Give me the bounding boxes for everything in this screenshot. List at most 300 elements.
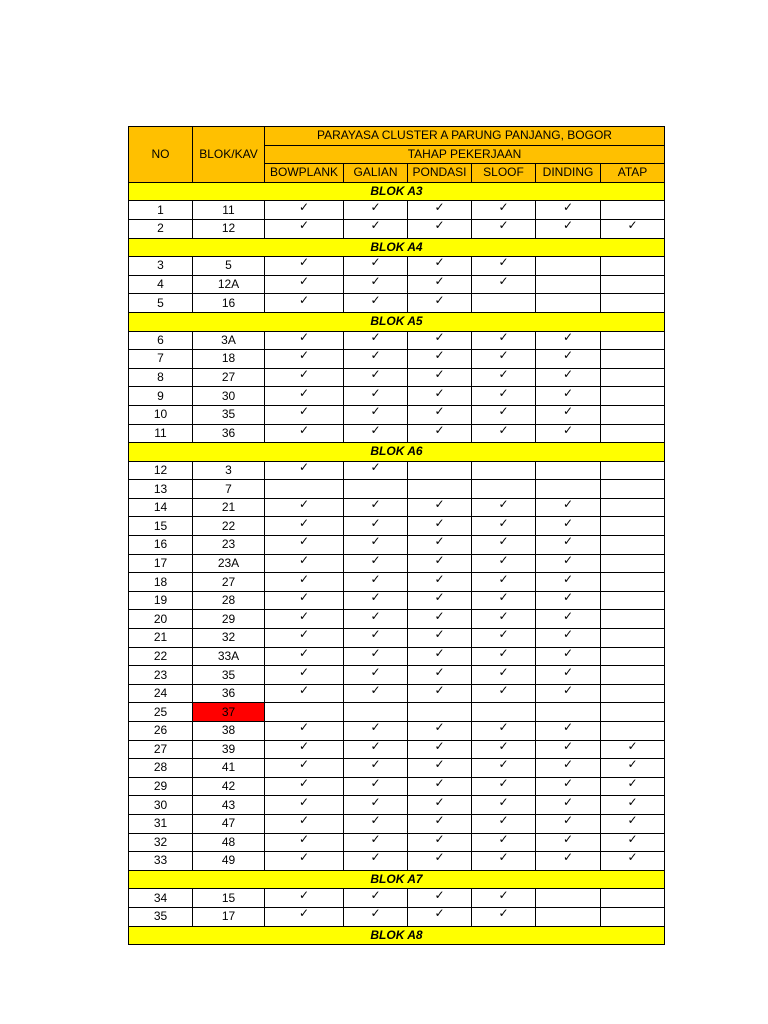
stage-cell [601, 498, 665, 517]
stage-cell [601, 759, 665, 778]
cell-blok-kav: 5 [193, 257, 265, 276]
stage-cell [601, 722, 665, 741]
stage-cell [344, 219, 408, 238]
stage-cell [344, 573, 408, 592]
check-icon: ✓ [498, 888, 509, 902]
cell-no: 33 [129, 852, 193, 871]
stage-cell [344, 591, 408, 610]
table-row [129, 777, 665, 796]
cell-blok-kav: 36 [193, 424, 265, 443]
stage-cell [472, 498, 536, 517]
stage-cell [265, 461, 344, 480]
check-icon: ✓ [498, 331, 509, 344]
stage-cell [344, 852, 408, 871]
stage-cell [408, 889, 472, 908]
check-icon: ✓ [434, 795, 445, 809]
stage-cell [601, 591, 665, 610]
check-icon: ✓ [298, 219, 310, 233]
stage-cell [536, 424, 601, 443]
check-icon: ✓ [370, 275, 381, 289]
check-icon: ✓ [434, 907, 445, 921]
stage-cell [601, 889, 665, 908]
check-icon: ✓ [562, 572, 574, 586]
table-row [129, 573, 665, 592]
stage-cell [536, 852, 601, 871]
cell-no: 15 [129, 517, 193, 536]
table-row [129, 331, 665, 350]
stage-cell [536, 907, 601, 926]
stage-cell [472, 889, 536, 908]
stage-cell [536, 610, 601, 629]
stage-cell [472, 703, 536, 722]
stage-cell [408, 759, 472, 778]
stage-cell [472, 591, 536, 610]
check-icon: ✓ [298, 740, 310, 753]
check-icon: ✓ [627, 814, 638, 828]
stage-cell [472, 219, 536, 238]
check-icon: ✓ [370, 572, 381, 586]
stage-cell [601, 740, 665, 759]
check-icon: ✓ [562, 758, 574, 772]
stage-cell [536, 573, 601, 592]
check-icon: ✓ [498, 758, 509, 772]
check-icon: ✓ [498, 591, 509, 605]
cell-no: 31 [129, 814, 193, 833]
stage-cell [472, 852, 536, 871]
check-icon: ✓ [298, 405, 310, 419]
stage-cell [601, 907, 665, 926]
stage-cell [536, 275, 601, 294]
check-icon: ✓ [370, 888, 381, 902]
check-icon: ✓ [498, 535, 509, 549]
stage-cell [536, 536, 601, 555]
table-row [129, 629, 665, 648]
check-icon: ✓ [434, 833, 445, 846]
check-icon: ✓ [562, 721, 574, 735]
cell-blok-kav: 27 [193, 368, 265, 387]
stage-cell [408, 796, 472, 815]
stage-cell [408, 777, 472, 796]
check-icon: ✓ [562, 833, 574, 846]
stage-cell [601, 275, 665, 294]
cell-blok-kav: 17 [193, 907, 265, 926]
block-label: BLOK A7 [129, 870, 665, 889]
block-row [129, 926, 665, 945]
check-icon: ✓ [562, 684, 574, 698]
stage-cell [601, 852, 665, 871]
check-icon: ✓ [298, 851, 310, 865]
check-icon: ✓ [562, 498, 574, 512]
stage-cell [472, 257, 536, 276]
check-icon: ✓ [370, 740, 381, 753]
block-label: BLOK A6 [129, 443, 665, 462]
check-icon: ✓ [434, 554, 445, 567]
stage-cell [536, 387, 601, 406]
cell-no: 12 [129, 461, 193, 480]
stage-cell [601, 201, 665, 220]
cell-blok-kav: 12A [193, 275, 265, 294]
check-icon: ✓ [298, 758, 310, 772]
stage-cell [344, 554, 408, 573]
table-row [129, 257, 665, 276]
check-icon: ✓ [562, 814, 574, 828]
check-icon: ✓ [298, 554, 310, 567]
stage-cell [472, 647, 536, 666]
cell-blok-kav: 23 [193, 536, 265, 555]
cell-blok-kav: 37 [193, 703, 265, 722]
cell-blok-kav: 42 [193, 777, 265, 796]
check-icon: ✓ [562, 405, 574, 419]
block-row [129, 443, 665, 462]
stage-cell [408, 740, 472, 759]
check-icon: ✓ [434, 275, 445, 289]
check-icon: ✓ [370, 851, 381, 865]
table-row [129, 368, 665, 387]
stage-cell [601, 480, 665, 499]
check-icon: ✓ [370, 684, 381, 698]
block-row [129, 182, 665, 201]
check-icon: ✓ [434, 256, 445, 270]
check-icon: ✓ [298, 535, 310, 549]
stage-cell [472, 480, 536, 499]
cell-blok-kav: 35 [193, 405, 265, 424]
stage-cell [536, 257, 601, 276]
stage-cell [536, 350, 601, 369]
check-icon: ✓ [498, 665, 509, 679]
stage-cell [265, 350, 344, 369]
stage-cell [265, 722, 344, 741]
stage-cell [265, 294, 344, 313]
check-icon: ✓ [627, 219, 638, 233]
check-icon: ✓ [627, 833, 638, 846]
stage-header-atap: ATAP [601, 164, 665, 183]
check-icon: ✓ [434, 516, 445, 530]
check-icon: ✓ [562, 424, 574, 437]
table-body [129, 127, 665, 945]
stage-cell [408, 852, 472, 871]
table-row [129, 684, 665, 703]
check-icon: ✓ [298, 647, 310, 660]
cell-blok-kav: 43 [193, 796, 265, 815]
table-row [129, 461, 665, 480]
stage-header-sloof: SLOOF [472, 164, 536, 183]
check-icon: ✓ [498, 386, 509, 400]
cell-no: 6 [129, 331, 193, 350]
check-icon: ✓ [298, 888, 310, 902]
stage-cell [344, 889, 408, 908]
stage-cell [265, 666, 344, 685]
stage-cell [344, 498, 408, 517]
stage-cell [344, 759, 408, 778]
check-icon: ✓ [498, 851, 509, 865]
table-row [129, 219, 665, 238]
check-icon: ✓ [562, 516, 574, 530]
stage-cell [344, 629, 408, 648]
stage-cell [265, 703, 344, 722]
stage-cell [472, 554, 536, 573]
check-icon: ✓ [498, 405, 509, 419]
stage-cell [601, 405, 665, 424]
stage-cell [472, 796, 536, 815]
col-header-no: NO [129, 127, 193, 183]
check-icon: ✓ [498, 424, 509, 437]
stage-cell [408, 219, 472, 238]
stage-cell [408, 573, 472, 592]
check-icon: ✓ [298, 256, 310, 270]
stage-cell [536, 647, 601, 666]
check-icon: ✓ [370, 368, 381, 382]
check-icon: ✓ [298, 516, 310, 530]
stage-cell [344, 722, 408, 741]
cell-no: 21 [129, 629, 193, 648]
stage-cell [265, 833, 344, 852]
stage-cell [601, 647, 665, 666]
stage-cell [344, 331, 408, 350]
check-icon: ✓ [562, 331, 574, 344]
table-row [129, 480, 665, 499]
stage-cell [408, 554, 472, 573]
stage-cell [344, 814, 408, 833]
cell-no: 32 [129, 833, 193, 852]
check-icon: ✓ [298, 907, 310, 921]
check-icon: ✓ [370, 591, 381, 605]
check-icon: ✓ [434, 405, 445, 419]
table-row [129, 703, 665, 722]
check-icon: ✓ [562, 628, 574, 642]
check-icon: ✓ [562, 777, 574, 791]
table-row [129, 350, 665, 369]
stage-cell [344, 368, 408, 387]
stage-cell [601, 610, 665, 629]
stage-cell [601, 833, 665, 852]
stage-cell [265, 852, 344, 871]
check-icon: ✓ [434, 814, 445, 828]
stage-cell [344, 294, 408, 313]
stage-cell [601, 629, 665, 648]
cell-no: 34 [129, 889, 193, 908]
check-icon: ✓ [498, 647, 509, 660]
check-icon: ✓ [498, 814, 509, 828]
stage-cell [408, 591, 472, 610]
stage-cell [408, 666, 472, 685]
check-icon: ✓ [370, 609, 381, 623]
cell-no: 35 [129, 907, 193, 926]
check-icon: ✓ [370, 814, 381, 828]
stage-cell [472, 759, 536, 778]
stage-cell [265, 219, 344, 238]
stage-cell [472, 536, 536, 555]
stage-cell [536, 368, 601, 387]
check-icon: ✓ [562, 349, 574, 363]
cell-no: 3 [129, 257, 193, 276]
check-icon: ✓ [498, 498, 509, 512]
stage-cell [265, 554, 344, 573]
check-icon: ✓ [498, 609, 509, 623]
stage-cell [344, 517, 408, 536]
stage-cell [265, 387, 344, 406]
check-icon: ✓ [498, 554, 509, 567]
stage-cell [265, 759, 344, 778]
check-icon: ✓ [298, 349, 310, 363]
check-icon: ✓ [370, 256, 381, 270]
stage-cell [265, 405, 344, 424]
stage-cell [265, 889, 344, 908]
cell-no: 10 [129, 405, 193, 424]
cell-no: 9 [129, 387, 193, 406]
stage-cell [472, 517, 536, 536]
stage-cell [408, 424, 472, 443]
cell-blok-kav: 11 [193, 201, 265, 220]
stage-cell [408, 647, 472, 666]
stage-cell [344, 684, 408, 703]
stage-cell [601, 517, 665, 536]
stage-cell [601, 777, 665, 796]
check-icon: ✓ [298, 200, 310, 214]
table-row [129, 833, 665, 852]
stage-cell [265, 517, 344, 536]
stage-cell [265, 629, 344, 648]
stage-cell [536, 833, 601, 852]
stage-cell [536, 796, 601, 815]
check-icon: ✓ [498, 219, 509, 233]
stage-cell [536, 331, 601, 350]
check-icon: ✓ [434, 888, 445, 902]
stage-cell [265, 498, 344, 517]
check-icon: ✓ [434, 331, 445, 344]
table-row [129, 666, 665, 685]
stage-cell [265, 536, 344, 555]
stage-cell [408, 536, 472, 555]
check-icon: ✓ [370, 349, 381, 363]
stage-cell [536, 889, 601, 908]
stage-cell [344, 796, 408, 815]
table-row [129, 740, 665, 759]
check-icon: ✓ [370, 833, 381, 846]
stage-cell [408, 294, 472, 313]
stage-cell [472, 275, 536, 294]
cell-no: 1 [129, 201, 193, 220]
stage-cell [601, 257, 665, 276]
cell-blok-kav: 22 [193, 517, 265, 536]
cell-blok-kav: 39 [193, 740, 265, 759]
check-icon: ✓ [298, 628, 310, 642]
check-icon: ✓ [298, 386, 310, 400]
stage-cell [344, 201, 408, 220]
stage-cell [536, 740, 601, 759]
stage-cell [265, 907, 344, 926]
stage-cell [265, 740, 344, 759]
stage-cell [601, 536, 665, 555]
stage-cell [344, 610, 408, 629]
check-icon: ✓ [298, 721, 310, 735]
check-icon: ✓ [434, 609, 445, 623]
check-icon: ✓ [562, 647, 574, 660]
check-icon: ✓ [498, 777, 509, 791]
stage-cell [408, 722, 472, 741]
check-icon: ✓ [627, 795, 638, 809]
cell-blok-kav: 33A [193, 647, 265, 666]
stage-cell [265, 684, 344, 703]
cell-no: 14 [129, 498, 193, 517]
table-row [129, 907, 665, 926]
check-icon: ✓ [434, 219, 445, 233]
stage-cell [408, 833, 472, 852]
check-icon: ✓ [434, 535, 445, 549]
stage-cell [265, 777, 344, 796]
stage-cell [536, 201, 601, 220]
table-row [129, 536, 665, 555]
check-icon: ✓ [370, 777, 381, 791]
stage-cell [472, 405, 536, 424]
block-label: BLOK A4 [129, 238, 665, 257]
stage-cell [536, 722, 601, 741]
stage-cell [536, 517, 601, 536]
check-icon: ✓ [434, 424, 445, 437]
check-icon: ✓ [498, 740, 509, 753]
stage-cell [472, 387, 536, 406]
check-icon: ✓ [498, 200, 509, 214]
stage-cell [472, 666, 536, 685]
stage-cell [408, 350, 472, 369]
stage-cell [536, 498, 601, 517]
check-icon: ✓ [370, 293, 381, 307]
stage-cell [344, 833, 408, 852]
stage-cell [408, 201, 472, 220]
stage-cell [601, 573, 665, 592]
table-row [129, 591, 665, 610]
stage-header-pondasi: PONDASI [408, 164, 472, 183]
cell-no: 29 [129, 777, 193, 796]
cell-blok-kav: 32 [193, 629, 265, 648]
table-row [129, 796, 665, 815]
cell-no: 2 [129, 219, 193, 238]
cell-blok-kav: 48 [193, 833, 265, 852]
cell-blok-kav: 23A [193, 554, 265, 573]
check-icon: ✓ [370, 907, 381, 921]
cell-blok-kav: 3 [193, 461, 265, 480]
check-icon: ✓ [627, 740, 638, 753]
check-icon: ✓ [498, 256, 509, 270]
check-icon: ✓ [498, 572, 509, 586]
cell-no: 19 [129, 591, 193, 610]
stage-cell [472, 833, 536, 852]
stage-cell [472, 424, 536, 443]
table-row [129, 610, 665, 629]
cell-no: 17 [129, 554, 193, 573]
stage-cell [408, 275, 472, 294]
cell-no: 20 [129, 610, 193, 629]
stage-cell [344, 777, 408, 796]
cell-no: 8 [129, 368, 193, 387]
stage-cell [408, 387, 472, 406]
stage-header-galian: GALIAN [344, 164, 408, 183]
check-icon: ✓ [370, 516, 381, 530]
block-label: BLOK A5 [129, 312, 665, 331]
stage-cell [472, 740, 536, 759]
check-icon: ✓ [627, 851, 638, 865]
stage-cell [408, 629, 472, 648]
check-icon: ✓ [434, 851, 445, 865]
cell-no: 11 [129, 424, 193, 443]
check-icon: ✓ [434, 591, 445, 605]
stage-cell [472, 461, 536, 480]
stage-cell [344, 257, 408, 276]
table-row [129, 852, 665, 871]
progress-table [128, 126, 665, 945]
cell-blok-kav: 18 [193, 350, 265, 369]
block-row [129, 238, 665, 257]
block-label: BLOK A3 [129, 182, 665, 201]
